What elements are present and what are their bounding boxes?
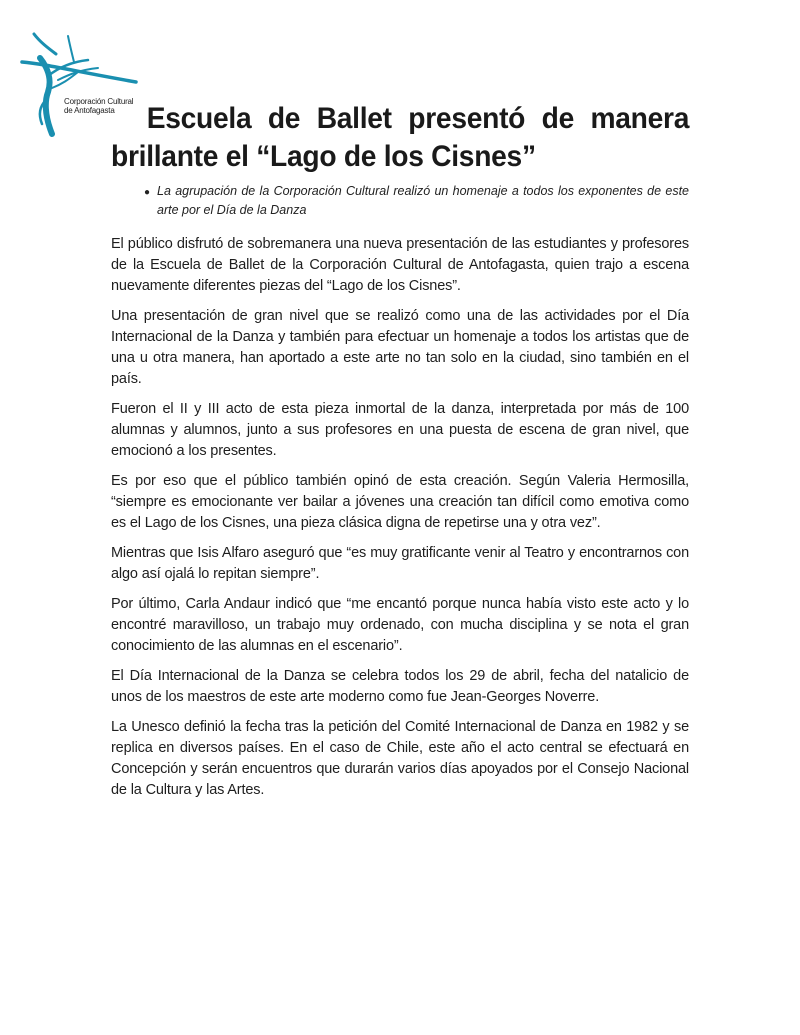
- article-paragraph: Fueron el II y III acto de esta pieza inmortal de la danza, interpretada por más de 100 alumnas y alumnos, junto a sus profesores en una puesta de escena de gran nivel, que emocionó a los presentes.: [111, 401, 689, 459]
- subtitle-text: La agrupación de la Corporación Cultural realizó un homenaje a todos los exponentes de este arte por el Día de la Danza: [157, 184, 689, 217]
- article-paragraph: Una presentación de gran nivel que se realizó como una de las actividades por el Día Internacional de la Danza y también para efectuar un homenaje a todos los artistas que de una u otra manera, han aportado a este arte no tan solo en la ciudad, sino también en el país.: [111, 308, 689, 387]
- article-body: [111, 234, 689, 801]
- article-paragraph: Mientras que Isis Alfaro aseguró que “es muy gratificante venir al Teatro y encontrarnos con algo así ojalá lo repitan siempre”.: [111, 545, 689, 582]
- logo-org-line-2: de Antofagasta: [64, 106, 115, 115]
- article-paragraph: Por último, Carla Andaur indicó que “me encantó porque nunca había visto este acto y lo encontré maravilloso, un trabajo muy ordenado, con mucha disciplina y se nota el gran conocimiento de las alumnas en el escenario”.: [111, 596, 689, 654]
- article: [111, 100, 689, 810]
- article-title: Escuela de Ballet presentó de manera brillante el “Lago de los Cisnes”: [111, 102, 690, 173]
- article-paragraph: La Unesco definió la fecha tras la petición del Comité Internacional de Danza en 1982 y se replica en diversos países. En el caso de Chile, este año el acto central se efectuará en Concepción y serán encuentros que durarán varios días apoyados por el Consejo Nacional de la Cultura y las Artes.: [111, 719, 689, 798]
- bullet-icon: ●: [144, 187, 151, 198]
- article-subtitle: [144, 182, 689, 220]
- article-paragraph: El Día Internacional de la Danza se celebra todos los 29 de abril, fecha del natalicio de unos de los maestros de este arte moderno como fue Jean-Georges Noverre.: [111, 668, 689, 705]
- article-paragraph: Es por eso que el público también opinó de esta creación. Según Valeria Hermosilla, “siempre es emocionante ver bailar a jóvenes una creación tan difícil como emotiva como es el Lago de los Cisnes, una pieza clásica digna de repetirse una y otra vez”.: [111, 473, 689, 531]
- logo-org-line-1: Corporación Cultural: [64, 97, 134, 106]
- article-paragraph: El público disfrutó de sobremanera una nueva presentación de las estudiantes y profesores de la Escuela de Ballet de la Corporación Cultural de Antofagasta, quien trajo a escena nuevamente diferentes piezas del “Lago de los Cisnes”.: [111, 236, 689, 294]
